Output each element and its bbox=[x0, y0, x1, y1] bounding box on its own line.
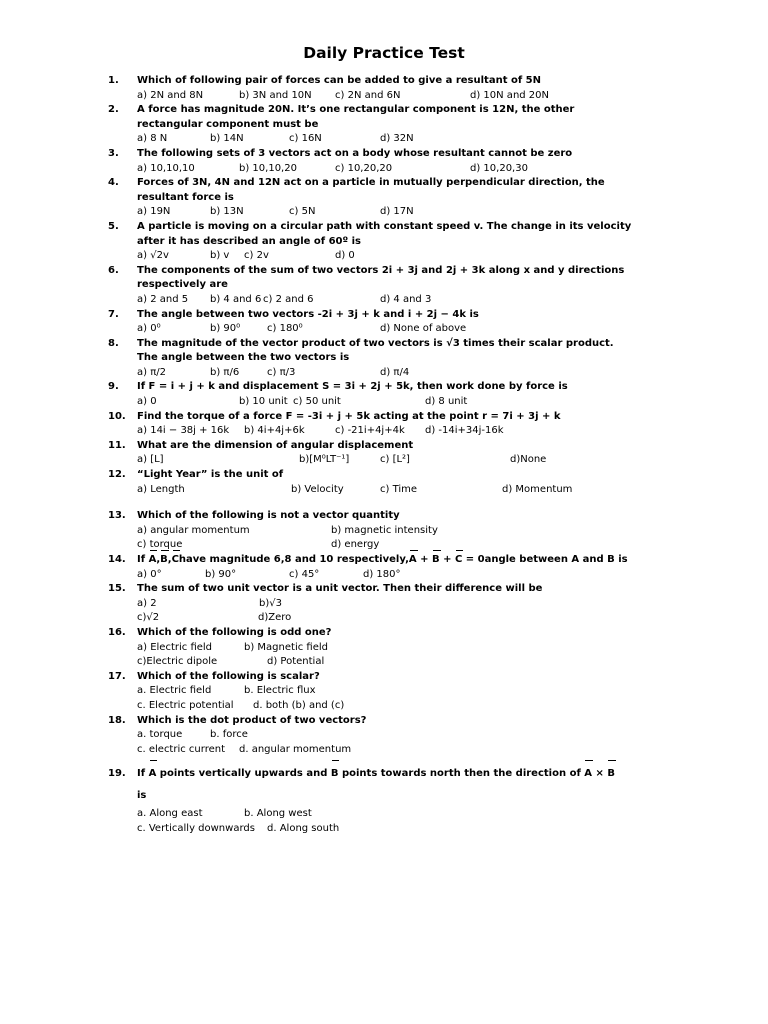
option-c: c) 180⁰ bbox=[267, 323, 303, 335]
page-title: Daily Practice Test bbox=[303, 44, 465, 62]
option-a: a) 2N and 8N bbox=[137, 89, 204, 101]
vector-b: B bbox=[607, 763, 615, 785]
vector-a: A bbox=[584, 763, 592, 785]
question-number: 5. bbox=[108, 220, 119, 232]
option-d: d) None of above bbox=[380, 323, 467, 335]
vector-c: C bbox=[455, 553, 462, 568]
question-text: rectangular component must be bbox=[137, 118, 319, 130]
question-3 bbox=[0, 147, 768, 176]
question-text: resultant force is bbox=[137, 191, 234, 203]
option-a: a) 0 bbox=[137, 396, 157, 408]
question-17 bbox=[0, 670, 768, 714]
question-text: “Light Year” is the unit of bbox=[137, 469, 284, 481]
option-d: d. Along south bbox=[267, 822, 340, 834]
question-2 bbox=[0, 103, 768, 147]
question-19 bbox=[0, 763, 768, 836]
option-a: a) 2 and 5 bbox=[137, 293, 189, 305]
option-c: c) 10,20,20 bbox=[335, 162, 393, 174]
option-c: c)Electric dipole bbox=[137, 656, 218, 668]
option-c: c) torque bbox=[137, 539, 183, 551]
option-b: b) 3N and 10N bbox=[239, 89, 312, 101]
question-14 bbox=[0, 553, 768, 582]
question-list bbox=[0, 74, 768, 837]
question-number: 13. bbox=[108, 510, 126, 522]
question-text: Which of following pair of forces can be added to give a resultant of 5N bbox=[137, 75, 541, 86]
option-b: b) π/6 bbox=[210, 366, 240, 378]
vector-b: B bbox=[432, 553, 440, 568]
question-text: Which of the following is scalar? bbox=[137, 670, 320, 682]
option-b: b) 10,10,20 bbox=[239, 162, 297, 174]
question-number: 14. bbox=[108, 554, 126, 565]
question-number: 8. bbox=[108, 337, 119, 349]
option-c: c) [L²] bbox=[380, 454, 410, 466]
question-number: 2. bbox=[108, 104, 119, 116]
question-9 bbox=[0, 380, 768, 409]
question-text: after it has described an angle of 60º is bbox=[137, 235, 362, 247]
option-c: c) -21i+4j+4k bbox=[335, 425, 405, 437]
option-c: c) 5N bbox=[289, 206, 316, 218]
question-text: If F = i + j + k and displacement S = 3i + 2j + 5k, then work done by force is bbox=[137, 381, 568, 393]
question-10 bbox=[0, 410, 768, 439]
question-number: 19. bbox=[108, 768, 126, 780]
question-5 bbox=[0, 220, 768, 264]
option-a: a) angular momentum bbox=[137, 524, 250, 536]
option-d: d) π/4 bbox=[380, 366, 410, 378]
option-a: a) [L] bbox=[137, 454, 164, 466]
option-d: d) 0 bbox=[335, 250, 355, 262]
option-d: d) Momentum bbox=[502, 483, 573, 495]
option-b: b) 4i+4j+6k bbox=[244, 425, 305, 437]
option-d: d) 17N bbox=[380, 206, 414, 218]
vector-a: A bbox=[409, 553, 417, 568]
option-b: b) v bbox=[210, 250, 230, 262]
question-13 bbox=[0, 509, 768, 553]
option-a: a) Length bbox=[137, 483, 185, 495]
option-a: a) 14i − 38j + 16k bbox=[137, 425, 230, 437]
question-number: 11. bbox=[108, 439, 126, 451]
question-number: 10. bbox=[108, 410, 126, 422]
option-b: b) Magnetic field bbox=[244, 641, 328, 653]
vector-a: A bbox=[149, 553, 157, 568]
option-d: d) -14i+34j-16k bbox=[425, 425, 504, 437]
question-number: 16. bbox=[108, 626, 126, 638]
question-text: The angle between two vectors -2i + 3j + k and i + 2j − 4k is bbox=[137, 308, 479, 320]
question-text: If A,B,Chave magnitude 6,8 and 10 respectively,A + B + C = 0angle between A and B is bbox=[137, 553, 637, 568]
option-a: a. torque bbox=[137, 729, 183, 741]
option-a: a) π/2 bbox=[137, 366, 166, 378]
option-d: d) 180° bbox=[363, 568, 401, 580]
vector-a: A bbox=[149, 763, 157, 785]
option-a: a. Electric field bbox=[137, 685, 212, 697]
question-text: If A points vertically upwards and B points towards north then the direction of A × B is bbox=[137, 763, 622, 807]
option-c: c) π/3 bbox=[267, 366, 296, 378]
option-b: b)[M⁰LT⁻¹] bbox=[299, 454, 350, 466]
question-text: Find the torque of a force F = -3i + j + 5k acting at the point r = 7i + 3j + k bbox=[137, 410, 561, 422]
question-text: The magnitude of the vector product of two vectors is √3 times their scalar product. bbox=[137, 337, 614, 349]
option-a: a) 0° bbox=[137, 568, 162, 580]
option-c: c. electric current bbox=[137, 743, 225, 755]
option-c: c) 45° bbox=[289, 568, 320, 580]
question-text: A force has magnitude 20N. It’s one rectangular component is 12N, the other bbox=[137, 104, 575, 116]
option-b: b) 10 unit bbox=[239, 396, 288, 408]
option-c: c) 2 and 6 bbox=[263, 293, 314, 305]
question-7 bbox=[0, 308, 768, 337]
question-number: 15. bbox=[108, 583, 126, 595]
question-number: 17. bbox=[108, 670, 126, 682]
option-b: b) Velocity bbox=[291, 483, 344, 495]
option-d: d) Potential bbox=[267, 656, 325, 668]
question-text: Which is the dot product of two vectors? bbox=[137, 714, 367, 726]
option-c: c)√2 bbox=[137, 612, 160, 624]
option-c: c) 16N bbox=[289, 133, 322, 145]
vector-c: C bbox=[172, 553, 179, 568]
option-c: c. Electric potential bbox=[137, 699, 234, 711]
option-b: b) 4 and 6 bbox=[210, 293, 262, 305]
option-b: b) 90⁰ bbox=[210, 323, 241, 335]
option-b: b) magnetic intensity bbox=[331, 524, 438, 536]
option-c: c) 2N and 6N bbox=[335, 89, 401, 101]
question-text: Forces of 3N, 4N and 12N act on a particle in mutually perpendicular direction, the bbox=[137, 177, 605, 189]
question-6 bbox=[0, 264, 768, 308]
option-d: d) energy bbox=[331, 539, 380, 551]
question-text: respectively are bbox=[137, 279, 228, 291]
question-text: Which of the following is not a vector quantity bbox=[137, 510, 400, 522]
question-text: Which of the following is odd one? bbox=[137, 626, 332, 638]
question-16 bbox=[0, 626, 768, 670]
question-4 bbox=[0, 176, 768, 220]
vector-b: B bbox=[331, 763, 339, 785]
question-8 bbox=[0, 337, 768, 381]
option-a: a. Along east bbox=[137, 808, 203, 820]
option-a: a) 8 N bbox=[137, 133, 168, 145]
option-d: d) 8 unit bbox=[425, 396, 468, 408]
question-number: 6. bbox=[108, 264, 119, 276]
option-b: b) 14N bbox=[210, 133, 244, 145]
option-a: a) 10,10,10 bbox=[137, 162, 195, 174]
question-18 bbox=[0, 714, 768, 758]
option-d: d. both (b) and (c) bbox=[253, 699, 345, 711]
question-number: 9. bbox=[108, 381, 119, 393]
question-number: 7. bbox=[108, 308, 119, 320]
option-a: a) 2 bbox=[137, 597, 157, 609]
option-c: c. Vertically downwards bbox=[137, 822, 255, 834]
vector-b: B bbox=[160, 553, 168, 568]
option-b: b) 90° bbox=[205, 568, 237, 580]
option-d: d) 4 and 3 bbox=[380, 293, 432, 305]
question-number: 12. bbox=[108, 469, 126, 481]
option-d: d)None bbox=[510, 454, 547, 466]
option-d: d) 10,20,30 bbox=[470, 162, 528, 174]
question-1 bbox=[0, 74, 768, 103]
question-text: The components of the sum of two vectors 2i + 3j and 2j + 3k along x and y directions bbox=[137, 264, 625, 276]
option-d: d) 32N bbox=[380, 133, 414, 145]
option-d: d)Zero bbox=[258, 612, 292, 624]
question-text: The angle between the two vectors is bbox=[137, 352, 350, 364]
question-12 bbox=[0, 468, 768, 497]
option-a: a) 19N bbox=[137, 206, 171, 218]
option-d: d. angular momentum bbox=[239, 743, 352, 755]
option-c: c) Time bbox=[380, 483, 418, 495]
option-c: c) 50 unit bbox=[293, 396, 341, 408]
option-a: a) Electric field bbox=[137, 641, 213, 653]
option-c: c) 2v bbox=[244, 250, 269, 262]
option-b: b. Along west bbox=[244, 808, 312, 820]
option-a: a) √2v bbox=[137, 250, 169, 262]
question-15 bbox=[0, 582, 768, 626]
question-text: What are the dimension of angular displacement bbox=[137, 439, 414, 451]
option-b: b) 13N bbox=[210, 206, 244, 218]
question-number: 18. bbox=[108, 714, 126, 726]
question-11 bbox=[0, 439, 768, 468]
question-number: 3. bbox=[108, 147, 119, 159]
question-text: The following sets of 3 vectors act on a body whose resultant cannot be zero bbox=[137, 147, 573, 159]
option-b: b)√3 bbox=[259, 597, 282, 609]
option-a: a) 0⁰ bbox=[137, 323, 161, 335]
option-b: b. Electric flux bbox=[244, 685, 316, 697]
option-d: d) 10N and 20N bbox=[470, 89, 550, 101]
question-number: 4. bbox=[108, 177, 119, 189]
question-text: A particle is moving on a circular path with constant speed v. The change in its velocity bbox=[137, 220, 632, 232]
question-number: 1. bbox=[108, 75, 119, 86]
question-text: The sum of two unit vector is a unit vector. Then their difference will be bbox=[137, 583, 543, 595]
option-b: b. force bbox=[210, 729, 248, 741]
